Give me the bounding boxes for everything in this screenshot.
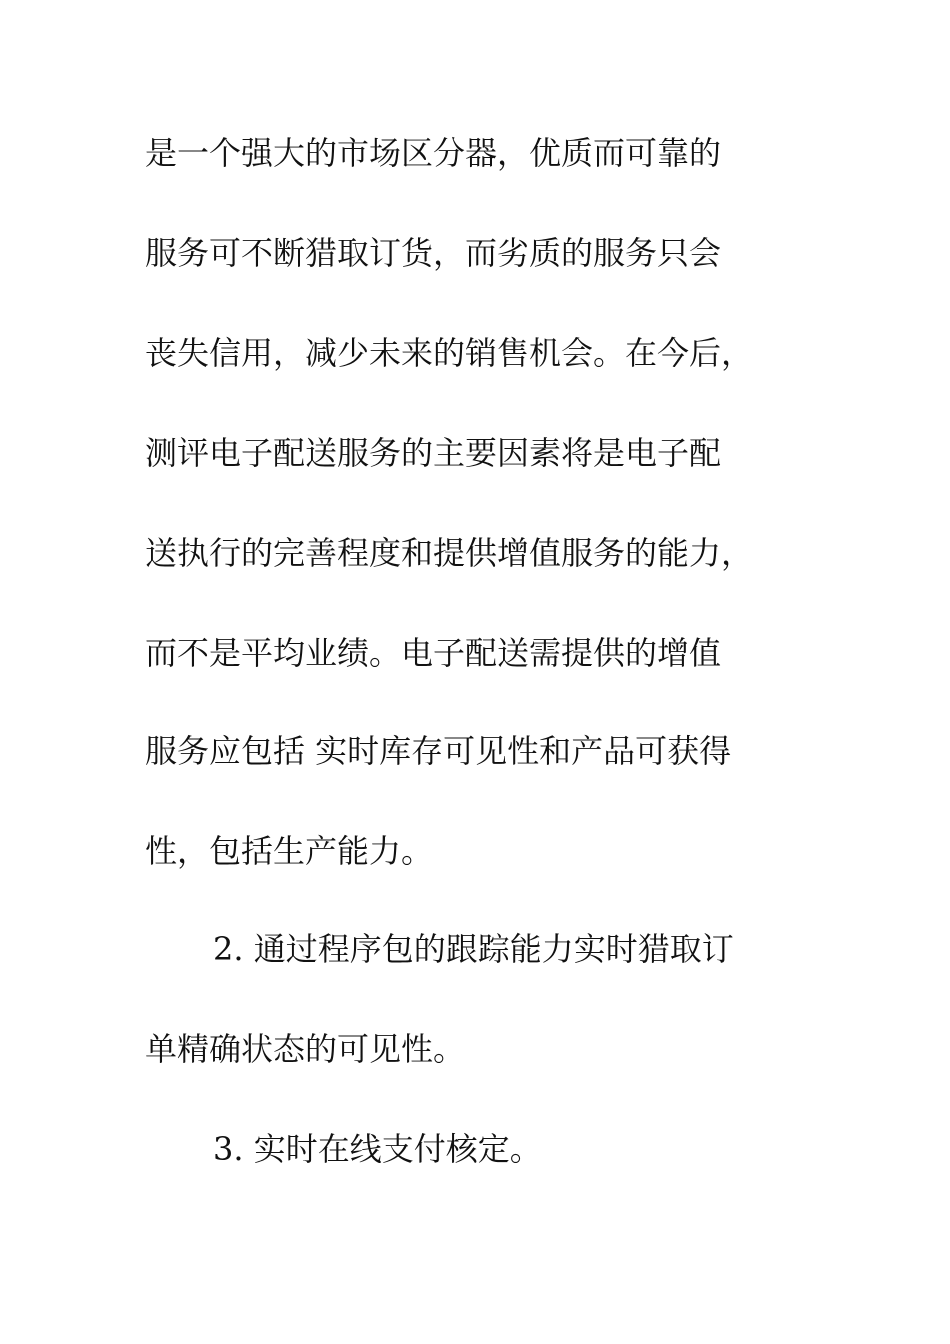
list-item-2-line-1: 2. 通过程序包的跟踪能力实时猎取订 [213, 930, 734, 968]
paragraph-line-4: 测评电子配送服务的主要因素将是电子配 [145, 434, 722, 472]
paragraph-line-3: 丧失信用，减少未来的销售机会。在今后， [145, 334, 754, 372]
paragraph-line-2: 服务可不断猎取订货，而劣质的服务只会 [145, 234, 722, 272]
paragraph-line-8: 性，包括生产能力。 [145, 832, 434, 870]
paragraph-line-7: 服务应包括 实时库存可见性和产品可获得 [145, 732, 732, 770]
paragraph-line-5: 送执行的完善程度和提供增值服务的能力， [145, 534, 754, 572]
list-item-2-line-2: 单精确状态的可见性。 [145, 1030, 466, 1068]
list-item-3: 3. 实时在线支付核定。 [213, 1130, 542, 1168]
paragraph-line-1: 是一个强大的市场区分器，优质而可靠的 [145, 134, 722, 172]
paragraph-line-6: 而不是平均业绩。电子配送需提供的增值 [145, 634, 722, 672]
